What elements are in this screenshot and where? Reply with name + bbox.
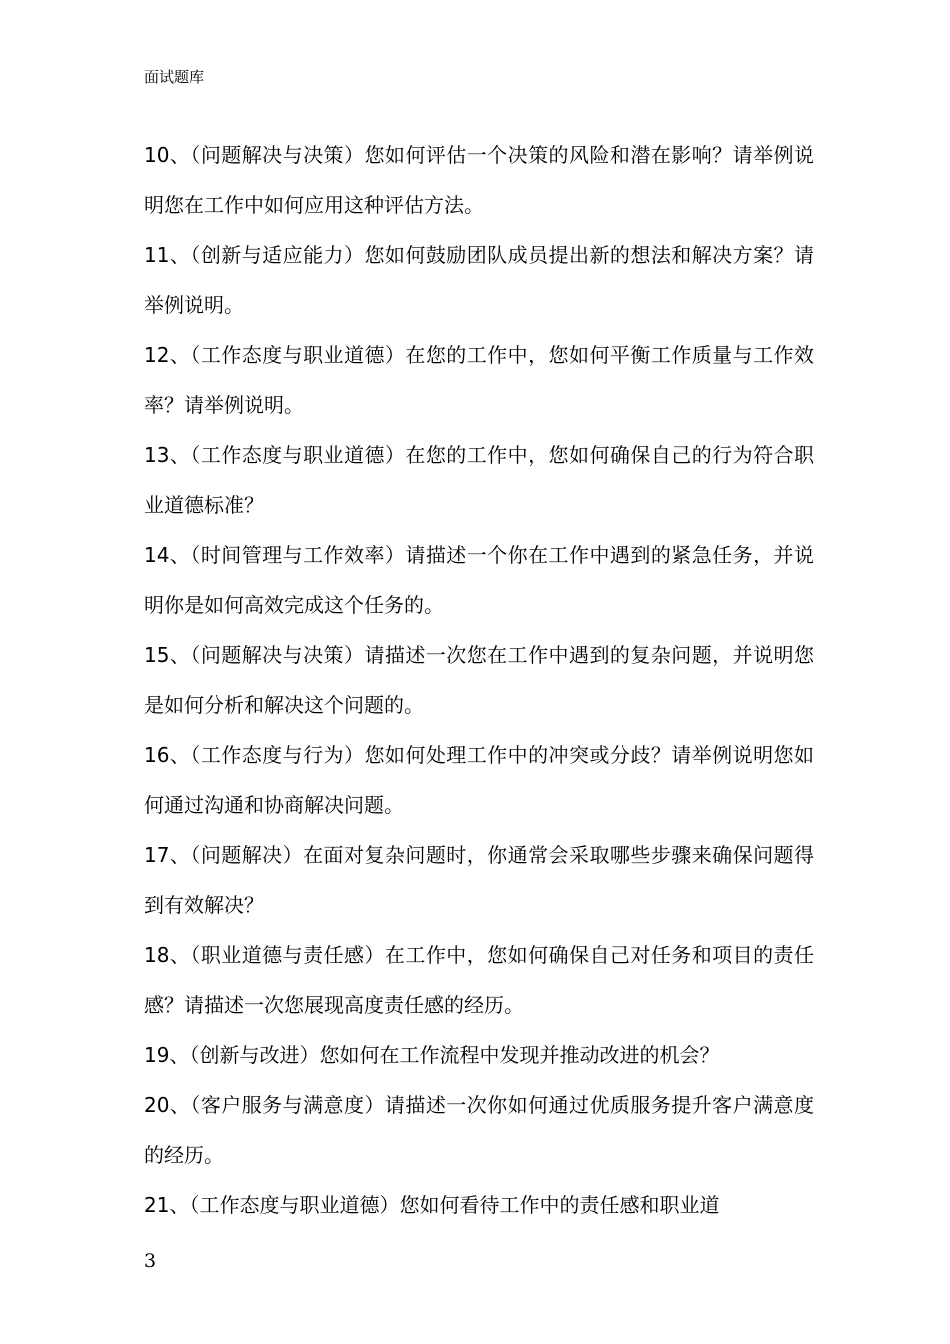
question-item: 15、（问题解决与决策）请描述一次您在工作中遇到的复杂问题，并说明您是如何分析和解决这个问题的。 — [144, 643, 814, 717]
question-item: 13、（工作态度与职业道德）在您的工作中，您如何确保自己的行为符合职业道德标准？ — [144, 443, 814, 517]
question-item: 14、（时间管理与工作效率）请描述一个你在工作中遇到的紧急任务，并说明你是如何高效完成这个任务的。 — [144, 543, 814, 617]
question-item: 12、（工作态度与职业道德）在您的工作中，您如何平衡工作质量与工作效率？请举例说明。 — [144, 343, 814, 417]
question-item: 21、（工作态度与职业道德）您如何看待工作中的责任感和职业道 — [144, 1193, 720, 1217]
page-number: 3 — [144, 1250, 157, 1272]
question-list — [144, 130, 814, 1230]
question-item: 20、（客户服务与满意度）请描述一次你如何通过优质服务提升客户满意度的经历。 — [144, 1093, 814, 1167]
question-item: 10、（问题解决与决策）您如何评估一个决策的风险和潜在影响？请举例说明您在工作中如何应用这种评估方法。 — [144, 143, 814, 217]
question-item: 17、（问题解决）在面对复杂问题时，你通常会采取哪些步骤来确保问题得到有效解决？ — [144, 843, 814, 917]
question-item: 16、（工作态度与行为）您如何处理工作中的冲突或分歧？请举例说明您如何通过沟通和协商解决问题。 — [144, 743, 814, 817]
page-header: 面试题库 — [144, 68, 205, 86]
question-item: 18、（职业道德与责任感）在工作中，您如何确保自己对任务和项目的责任感？请描述一次您展现高度责任感的经历。 — [144, 943, 814, 1017]
question-item: 11、（创新与适应能力）您如何鼓励团队成员提出新的想法和解决方案？请举例说明。 — [144, 243, 814, 317]
question-item: 19、（创新与改进）您如何在工作流程中发现并推动改进的机会？ — [144, 1043, 720, 1067]
